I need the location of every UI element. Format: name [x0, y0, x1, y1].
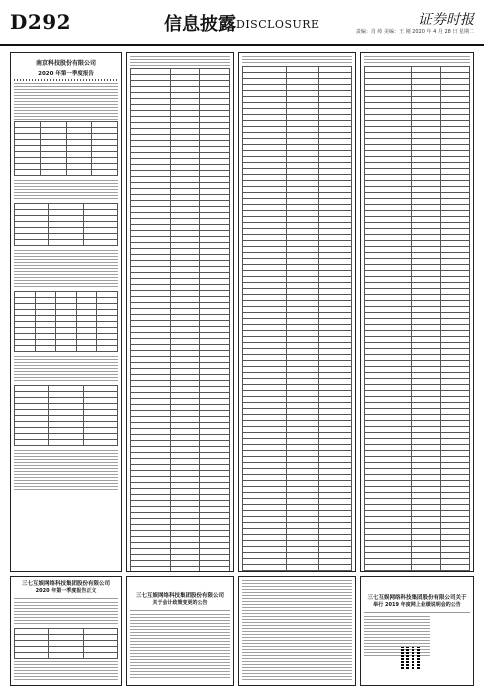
- financial-table: [14, 121, 118, 176]
- cashflow-table: [364, 66, 470, 572]
- body-text: [14, 450, 118, 490]
- page-number: D292: [10, 10, 72, 34]
- section-title: 信息披露: [164, 14, 236, 35]
- balance-sheet-table: [130, 68, 230, 572]
- income-statement-table: [242, 66, 352, 572]
- notice-box-3: [238, 576, 356, 686]
- body-text: [14, 180, 118, 200]
- column-3: [238, 52, 356, 572]
- notice-subtitle: 举行 2019 年度网上业绩说明会的公告: [373, 602, 461, 608]
- notice-subtitle: 2020 年第一季度报告正文: [35, 588, 97, 594]
- holdings-table: [14, 291, 118, 352]
- qr-code-icon: [401, 647, 423, 669]
- page-header: [0, 0, 484, 46]
- body-text: [14, 250, 118, 288]
- column-4: [360, 52, 474, 572]
- body-text: [130, 56, 230, 66]
- report-title: 2020 年第一季度报告: [38, 71, 94, 77]
- notice-box-1: [10, 576, 122, 686]
- notice-box-2: [126, 576, 234, 686]
- body-text: [14, 83, 118, 121]
- notice-box-4: [360, 576, 474, 686]
- notice-title: 三七互娱网络科技集团股份有限公司关于: [367, 595, 467, 601]
- body-text: [364, 56, 470, 64]
- notice-title: 三七互娱网络科技集团股份有限公司: [135, 593, 224, 599]
- body-text: [130, 614, 230, 678]
- shareholder-table: [14, 203, 118, 246]
- body-text: [242, 56, 352, 64]
- body-text: [14, 356, 118, 382]
- notice-title: 三七互娱网络科技集团股份有限公司: [21, 581, 110, 587]
- newspaper-logo: 证券时报: [418, 12, 474, 28]
- body-text: [14, 661, 118, 681]
- column-2: [126, 52, 234, 572]
- changes-table: [14, 385, 118, 446]
- body-text: [242, 580, 352, 680]
- notice-table: [14, 628, 118, 659]
- body-text: [14, 602, 118, 626]
- company-name: 南京科技股份有限公司: [35, 60, 96, 67]
- section-title-en: DISCLOSURE: [236, 18, 320, 31]
- issue-meta: 责编：肖 绰 美编：王 刚 2020 年 4 月 28 日 星期二: [355, 29, 474, 35]
- notice-subtitle: 关于会计政策变更的公告: [152, 600, 208, 606]
- column-1: [10, 52, 122, 572]
